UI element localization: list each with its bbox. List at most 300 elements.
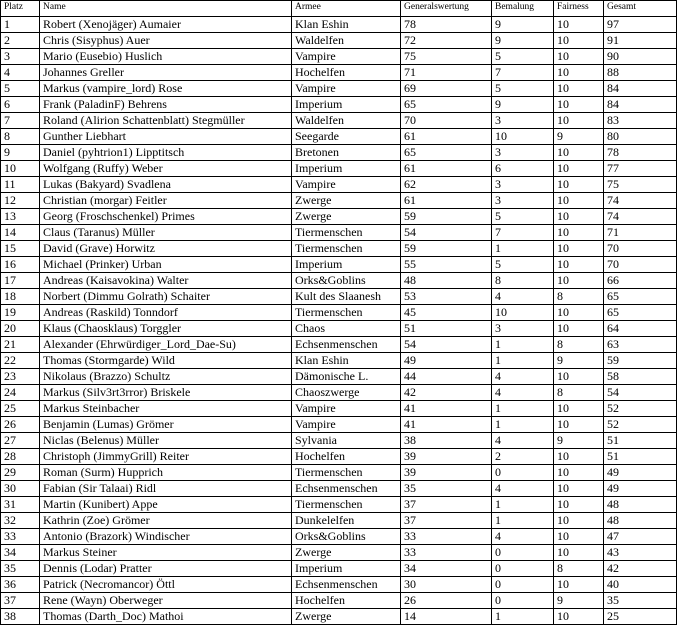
cell-name: Christian (morgar) Feitler bbox=[40, 193, 292, 209]
cell-gesamt: 74 bbox=[604, 209, 677, 225]
cell-platz: 30 bbox=[1, 481, 40, 497]
cell-bemalung: 3 bbox=[492, 177, 554, 193]
cell-platz: 35 bbox=[1, 561, 40, 577]
cell-name: Thomas (Stormgarde) Wild bbox=[40, 353, 292, 369]
cell-fairness: 10 bbox=[554, 305, 604, 321]
cell-generalswertung: 39 bbox=[401, 465, 492, 481]
table-row bbox=[1, 561, 677, 577]
cell-bemalung: 0 bbox=[492, 593, 554, 609]
table-row bbox=[1, 209, 677, 225]
cell-bemalung: 4 bbox=[492, 385, 554, 401]
table-row bbox=[1, 545, 677, 561]
cell-armee: Klan Eshin bbox=[292, 17, 401, 33]
cell-platz: 10 bbox=[1, 161, 40, 177]
cell-generalswertung: 44 bbox=[401, 369, 492, 385]
cell-name: Johannes Greller bbox=[40, 65, 292, 81]
cell-fairness: 10 bbox=[554, 97, 604, 113]
cell-armee: Tiermenschen bbox=[292, 225, 401, 241]
cell-generalswertung: 62 bbox=[401, 177, 492, 193]
table-row bbox=[1, 17, 677, 33]
cell-generalswertung: 14 bbox=[401, 609, 492, 625]
cell-name: Niclas (Belenus) Müller bbox=[40, 433, 292, 449]
cell-platz: 17 bbox=[1, 273, 40, 289]
cell-generalswertung: 59 bbox=[401, 241, 492, 257]
cell-name: Christoph (JimmyGrill) Reiter bbox=[40, 449, 292, 465]
cell-generalswertung: 51 bbox=[401, 321, 492, 337]
cell-fairness: 10 bbox=[554, 481, 604, 497]
cell-armee: Tiermenschen bbox=[292, 497, 401, 513]
cell-gesamt: 48 bbox=[604, 497, 677, 513]
cell-fairness: 10 bbox=[554, 449, 604, 465]
cell-platz: 7 bbox=[1, 113, 40, 129]
table-row bbox=[1, 513, 677, 529]
cell-generalswertung: 38 bbox=[401, 433, 492, 449]
cell-bemalung: 5 bbox=[492, 49, 554, 65]
cell-gesamt: 88 bbox=[604, 65, 677, 81]
cell-bemalung: 4 bbox=[492, 529, 554, 545]
cell-armee: Dunkelelfen bbox=[292, 513, 401, 529]
cell-bemalung: 0 bbox=[492, 577, 554, 593]
header-armee: Armee bbox=[292, 1, 401, 17]
cell-generalswertung: 53 bbox=[401, 289, 492, 305]
cell-fairness: 10 bbox=[554, 529, 604, 545]
cell-gesamt: 65 bbox=[604, 289, 677, 305]
table-row bbox=[1, 81, 677, 97]
cell-bemalung: 8 bbox=[492, 273, 554, 289]
cell-name: Antonio (Brazork) Windischer bbox=[40, 529, 292, 545]
table-row bbox=[1, 97, 677, 113]
cell-generalswertung: 72 bbox=[401, 33, 492, 49]
cell-armee: Vampire bbox=[292, 401, 401, 417]
cell-fairness: 10 bbox=[554, 145, 604, 161]
cell-fairness: 10 bbox=[554, 257, 604, 273]
cell-platz: 25 bbox=[1, 401, 40, 417]
cell-generalswertung: 59 bbox=[401, 209, 492, 225]
cell-name: Chris (Sisyphus) Auer bbox=[40, 33, 292, 49]
cell-gesamt: 64 bbox=[604, 321, 677, 337]
cell-gesamt: 74 bbox=[604, 193, 677, 209]
cell-bemalung: 7 bbox=[492, 65, 554, 81]
cell-fairness: 8 bbox=[554, 337, 604, 353]
table-row bbox=[1, 193, 677, 209]
cell-name: Fabian (Sir Talaai) Ridl bbox=[40, 481, 292, 497]
cell-armee: Tiermenschen bbox=[292, 305, 401, 321]
cell-fairness: 10 bbox=[554, 81, 604, 97]
cell-gesamt: 75 bbox=[604, 177, 677, 193]
cell-gesamt: 84 bbox=[604, 97, 677, 113]
cell-gesamt: 80 bbox=[604, 129, 677, 145]
cell-bemalung: 3 bbox=[492, 113, 554, 129]
cell-bemalung: 1 bbox=[492, 497, 554, 513]
cell-fairness: 9 bbox=[554, 353, 604, 369]
table-body bbox=[1, 17, 677, 625]
cell-name: Markus (Silv3rt3rror) Briskele bbox=[40, 385, 292, 401]
cell-fairness: 10 bbox=[554, 17, 604, 33]
cell-platz: 5 bbox=[1, 81, 40, 97]
cell-bemalung: 10 bbox=[492, 305, 554, 321]
cell-bemalung: 7 bbox=[492, 225, 554, 241]
cell-name: Alexander (Ehrwürdiger_Lord_Dae-Su) bbox=[40, 337, 292, 353]
cell-name: Klaus (Chaosklaus) Torggler bbox=[40, 321, 292, 337]
cell-name: Benjamin (Lumas) Grömer bbox=[40, 417, 292, 433]
cell-platz: 1 bbox=[1, 17, 40, 33]
cell-fairness: 8 bbox=[554, 289, 604, 305]
cell-generalswertung: 70 bbox=[401, 113, 492, 129]
cell-name: Robert (Xenojäger) Aumaier bbox=[40, 17, 292, 33]
cell-platz: 22 bbox=[1, 353, 40, 369]
table-row bbox=[1, 577, 677, 593]
cell-gesamt: 59 bbox=[604, 353, 677, 369]
cell-name: Roland (Alirion Schattenblatt) Stegmüller bbox=[40, 113, 292, 129]
cell-generalswertung: 33 bbox=[401, 545, 492, 561]
cell-bemalung: 0 bbox=[492, 465, 554, 481]
cell-name: David (Grave) Horwitz bbox=[40, 241, 292, 257]
cell-gesamt: 52 bbox=[604, 417, 677, 433]
cell-platz: 28 bbox=[1, 449, 40, 465]
cell-platz: 33 bbox=[1, 529, 40, 545]
cell-name: Rene (Wayn) Oberweger bbox=[40, 593, 292, 609]
cell-gesamt: 35 bbox=[604, 593, 677, 609]
cell-name: Georg (Froschschenkel) Primes bbox=[40, 209, 292, 225]
cell-generalswertung: 34 bbox=[401, 561, 492, 577]
table-row bbox=[1, 449, 677, 465]
cell-fairness: 10 bbox=[554, 49, 604, 65]
cell-generalswertung: 61 bbox=[401, 161, 492, 177]
cell-bemalung: 4 bbox=[492, 289, 554, 305]
cell-generalswertung: 71 bbox=[401, 65, 492, 81]
table-row bbox=[1, 465, 677, 481]
cell-generalswertung: 37 bbox=[401, 497, 492, 513]
cell-bemalung: 4 bbox=[492, 369, 554, 385]
cell-bemalung: 1 bbox=[492, 401, 554, 417]
cell-gesamt: 77 bbox=[604, 161, 677, 177]
cell-gesamt: 97 bbox=[604, 17, 677, 33]
cell-armee: Echsenmenschen bbox=[292, 481, 401, 497]
cell-fairness: 10 bbox=[554, 65, 604, 81]
table-row bbox=[1, 225, 677, 241]
cell-gesamt: 91 bbox=[604, 33, 677, 49]
cell-armee: Orks&Goblins bbox=[292, 273, 401, 289]
cell-generalswertung: 41 bbox=[401, 401, 492, 417]
cell-generalswertung: 61 bbox=[401, 193, 492, 209]
cell-gesamt: 42 bbox=[604, 561, 677, 577]
cell-gesamt: 54 bbox=[604, 385, 677, 401]
cell-name: Nikolaus (Brazzo) Schultz bbox=[40, 369, 292, 385]
table-row bbox=[1, 145, 677, 161]
cell-armee: Hochelfen bbox=[292, 65, 401, 81]
cell-fairness: 8 bbox=[554, 561, 604, 577]
cell-fairness: 10 bbox=[554, 161, 604, 177]
cell-generalswertung: 33 bbox=[401, 529, 492, 545]
cell-gesamt: 40 bbox=[604, 577, 677, 593]
cell-armee: Klan Eshin bbox=[292, 353, 401, 369]
table-row bbox=[1, 337, 677, 353]
cell-bemalung: 4 bbox=[492, 433, 554, 449]
table-row bbox=[1, 609, 677, 625]
cell-bemalung: 4 bbox=[492, 481, 554, 497]
cell-bemalung: 9 bbox=[492, 33, 554, 49]
cell-generalswertung: 54 bbox=[401, 225, 492, 241]
cell-name: Patrick (Necromancor) Öttl bbox=[40, 577, 292, 593]
cell-fairness: 9 bbox=[554, 433, 604, 449]
cell-generalswertung: 30 bbox=[401, 577, 492, 593]
table-row bbox=[1, 305, 677, 321]
cell-bemalung: 1 bbox=[492, 241, 554, 257]
cell-gesamt: 48 bbox=[604, 513, 677, 529]
cell-armee: Dämonische L. bbox=[292, 369, 401, 385]
table-row bbox=[1, 385, 677, 401]
cell-fairness: 10 bbox=[554, 209, 604, 225]
table-row bbox=[1, 497, 677, 513]
cell-name: Frank (PaladinF) Behrens bbox=[40, 97, 292, 113]
cell-bemalung: 10 bbox=[492, 129, 554, 145]
table-row bbox=[1, 177, 677, 193]
cell-fairness: 10 bbox=[554, 177, 604, 193]
cell-name: Andreas (Kaisavokina) Walter bbox=[40, 273, 292, 289]
cell-bemalung: 5 bbox=[492, 257, 554, 273]
cell-fairness: 10 bbox=[554, 113, 604, 129]
cell-armee: Echsenmenschen bbox=[292, 337, 401, 353]
cell-gesamt: 47 bbox=[604, 529, 677, 545]
cell-name: Thomas (Darth_Doc) Mathoi bbox=[40, 609, 292, 625]
cell-generalswertung: 39 bbox=[401, 449, 492, 465]
cell-fairness: 10 bbox=[554, 417, 604, 433]
cell-armee: Sylvania bbox=[292, 433, 401, 449]
table-row bbox=[1, 481, 677, 497]
cell-armee: Imperium bbox=[292, 257, 401, 273]
cell-platz: 16 bbox=[1, 257, 40, 273]
cell-gesamt: 25 bbox=[604, 609, 677, 625]
cell-armee: Waldelfen bbox=[292, 33, 401, 49]
cell-name: Markus Steiner bbox=[40, 545, 292, 561]
cell-platz: 31 bbox=[1, 497, 40, 513]
cell-armee: Imperium bbox=[292, 161, 401, 177]
cell-bemalung: 3 bbox=[492, 193, 554, 209]
cell-generalswertung: 75 bbox=[401, 49, 492, 65]
cell-platz: 15 bbox=[1, 241, 40, 257]
cell-gesamt: 49 bbox=[604, 465, 677, 481]
cell-fairness: 10 bbox=[554, 513, 604, 529]
cell-platz: 38 bbox=[1, 609, 40, 625]
cell-gesamt: 49 bbox=[604, 481, 677, 497]
header-generalswertung: Generalswertung bbox=[401, 1, 492, 17]
header-bemalung: Bemalung bbox=[492, 1, 554, 17]
cell-platz: 11 bbox=[1, 177, 40, 193]
cell-fairness: 10 bbox=[554, 401, 604, 417]
cell-bemalung: 9 bbox=[492, 17, 554, 33]
cell-platz: 3 bbox=[1, 49, 40, 65]
cell-platz: 2 bbox=[1, 33, 40, 49]
cell-bemalung: 9 bbox=[492, 97, 554, 113]
cell-generalswertung: 26 bbox=[401, 593, 492, 609]
cell-fairness: 10 bbox=[554, 193, 604, 209]
cell-name: Mario (Eusebio) Huslich bbox=[40, 49, 292, 65]
table-row bbox=[1, 257, 677, 273]
cell-generalswertung: 54 bbox=[401, 337, 492, 353]
cell-platz: 27 bbox=[1, 433, 40, 449]
cell-fairness: 10 bbox=[554, 609, 604, 625]
cell-gesamt: 71 bbox=[604, 225, 677, 241]
cell-platz: 12 bbox=[1, 193, 40, 209]
cell-gesamt: 63 bbox=[604, 337, 677, 353]
cell-armee: Chaos bbox=[292, 321, 401, 337]
cell-platz: 24 bbox=[1, 385, 40, 401]
cell-gesamt: 90 bbox=[604, 49, 677, 65]
cell-fairness: 10 bbox=[554, 369, 604, 385]
header-gesamt: Gesamt bbox=[604, 1, 677, 17]
table-row bbox=[1, 433, 677, 449]
table-row bbox=[1, 241, 677, 257]
cell-platz: 20 bbox=[1, 321, 40, 337]
cell-generalswertung: 35 bbox=[401, 481, 492, 497]
cell-armee: Echsenmenschen bbox=[292, 577, 401, 593]
cell-gesamt: 70 bbox=[604, 257, 677, 273]
cell-gesamt: 58 bbox=[604, 369, 677, 385]
cell-armee: Seegarde bbox=[292, 129, 401, 145]
cell-generalswertung: 37 bbox=[401, 513, 492, 529]
cell-platz: 36 bbox=[1, 577, 40, 593]
table-row bbox=[1, 273, 677, 289]
cell-platz: 21 bbox=[1, 337, 40, 353]
cell-name: Wolfgang (Ruffy) Weber bbox=[40, 161, 292, 177]
table-row bbox=[1, 401, 677, 417]
cell-fairness: 10 bbox=[554, 225, 604, 241]
cell-platz: 19 bbox=[1, 305, 40, 321]
table-row bbox=[1, 113, 677, 129]
cell-gesamt: 51 bbox=[604, 449, 677, 465]
table-row bbox=[1, 529, 677, 545]
cell-armee: Hochelfen bbox=[292, 449, 401, 465]
cell-armee: Bretonen bbox=[292, 145, 401, 161]
cell-platz: 13 bbox=[1, 209, 40, 225]
cell-fairness: 10 bbox=[554, 273, 604, 289]
cell-name: Lukas (Bakyard) Svadlena bbox=[40, 177, 292, 193]
table-row bbox=[1, 289, 677, 305]
cell-fairness: 10 bbox=[554, 241, 604, 257]
cell-generalswertung: 61 bbox=[401, 129, 492, 145]
cell-armee: Zwerge bbox=[292, 193, 401, 209]
cell-name: Martin (Kunibert) Appe bbox=[40, 497, 292, 513]
cell-generalswertung: 42 bbox=[401, 385, 492, 401]
cell-bemalung: 5 bbox=[492, 209, 554, 225]
cell-fairness: 9 bbox=[554, 129, 604, 145]
cell-generalswertung: 49 bbox=[401, 353, 492, 369]
cell-gesamt: 51 bbox=[604, 433, 677, 449]
cell-armee: Zwerge bbox=[292, 209, 401, 225]
table-row bbox=[1, 593, 677, 609]
cell-gesamt: 43 bbox=[604, 545, 677, 561]
cell-armee: Zwerge bbox=[292, 545, 401, 561]
cell-armee: Vampire bbox=[292, 177, 401, 193]
cell-bemalung: 3 bbox=[492, 145, 554, 161]
table-row bbox=[1, 65, 677, 81]
cell-fairness: 9 bbox=[554, 593, 604, 609]
table-row bbox=[1, 417, 677, 433]
cell-platz: 9 bbox=[1, 145, 40, 161]
cell-armee: Tiermenschen bbox=[292, 465, 401, 481]
cell-bemalung: 1 bbox=[492, 353, 554, 369]
cell-name: Markus Steinbacher bbox=[40, 401, 292, 417]
cell-name: Gunther Liebhart bbox=[40, 129, 292, 145]
cell-fairness: 10 bbox=[554, 33, 604, 49]
cell-armee: Vampire bbox=[292, 81, 401, 97]
cell-name: Kathrin (Zoe) Grömer bbox=[40, 513, 292, 529]
cell-platz: 8 bbox=[1, 129, 40, 145]
cell-bemalung: 6 bbox=[492, 161, 554, 177]
cell-platz: 23 bbox=[1, 369, 40, 385]
cell-armee: Waldelfen bbox=[292, 113, 401, 129]
table-row bbox=[1, 161, 677, 177]
cell-bemalung: 5 bbox=[492, 81, 554, 97]
cell-bemalung: 1 bbox=[492, 337, 554, 353]
table-row bbox=[1, 321, 677, 337]
table-row bbox=[1, 369, 677, 385]
cell-gesamt: 52 bbox=[604, 401, 677, 417]
table-row bbox=[1, 33, 677, 49]
cell-armee: Zwerge bbox=[292, 609, 401, 625]
header-platz: Platz bbox=[1, 1, 40, 17]
cell-generalswertung: 41 bbox=[401, 417, 492, 433]
cell-name: Roman (Surm) Hupprich bbox=[40, 465, 292, 481]
cell-bemalung: 0 bbox=[492, 545, 554, 561]
cell-armee: Imperium bbox=[292, 97, 401, 113]
table-row bbox=[1, 129, 677, 145]
table-header bbox=[1, 1, 677, 17]
cell-generalswertung: 45 bbox=[401, 305, 492, 321]
cell-gesamt: 78 bbox=[604, 145, 677, 161]
header-row bbox=[1, 1, 677, 17]
cell-platz: 37 bbox=[1, 593, 40, 609]
cell-generalswertung: 55 bbox=[401, 257, 492, 273]
cell-bemalung: 3 bbox=[492, 321, 554, 337]
cell-platz: 34 bbox=[1, 545, 40, 561]
cell-fairness: 10 bbox=[554, 321, 604, 337]
cell-generalswertung: 69 bbox=[401, 81, 492, 97]
cell-generalswertung: 65 bbox=[401, 97, 492, 113]
cell-fairness: 10 bbox=[554, 465, 604, 481]
cell-platz: 4 bbox=[1, 65, 40, 81]
cell-platz: 18 bbox=[1, 289, 40, 305]
cell-fairness: 8 bbox=[554, 385, 604, 401]
cell-name: Daniel (pyhtrion1) Lipptitsch bbox=[40, 145, 292, 161]
cell-name: Norbert (Dimmu Golrath) Schaiter bbox=[40, 289, 292, 305]
cell-armee: Orks&Goblins bbox=[292, 529, 401, 545]
table-row bbox=[1, 353, 677, 369]
cell-gesamt: 65 bbox=[604, 305, 677, 321]
cell-bemalung: 1 bbox=[492, 417, 554, 433]
cell-armee: Vampire bbox=[292, 49, 401, 65]
cell-armee: Tiermenschen bbox=[292, 241, 401, 257]
cell-platz: 26 bbox=[1, 417, 40, 433]
cell-gesamt: 66 bbox=[604, 273, 677, 289]
cell-platz: 32 bbox=[1, 513, 40, 529]
cell-gesamt: 84 bbox=[604, 81, 677, 97]
cell-generalswertung: 48 bbox=[401, 273, 492, 289]
cell-armee: Hochelfen bbox=[292, 593, 401, 609]
cell-armee: Imperium bbox=[292, 561, 401, 577]
cell-bemalung: 0 bbox=[492, 561, 554, 577]
cell-name: Claus (Taranus) Müller bbox=[40, 225, 292, 241]
cell-gesamt: 70 bbox=[604, 241, 677, 257]
cell-armee: Vampire bbox=[292, 417, 401, 433]
table-row bbox=[1, 49, 677, 65]
cell-fairness: 10 bbox=[554, 497, 604, 513]
cell-bemalung: 2 bbox=[492, 449, 554, 465]
cell-fairness: 10 bbox=[554, 545, 604, 561]
cell-generalswertung: 65 bbox=[401, 145, 492, 161]
cell-name: Dennis (Lodar) Pratter bbox=[40, 561, 292, 577]
cell-armee: Kult des Slaanesh bbox=[292, 289, 401, 305]
